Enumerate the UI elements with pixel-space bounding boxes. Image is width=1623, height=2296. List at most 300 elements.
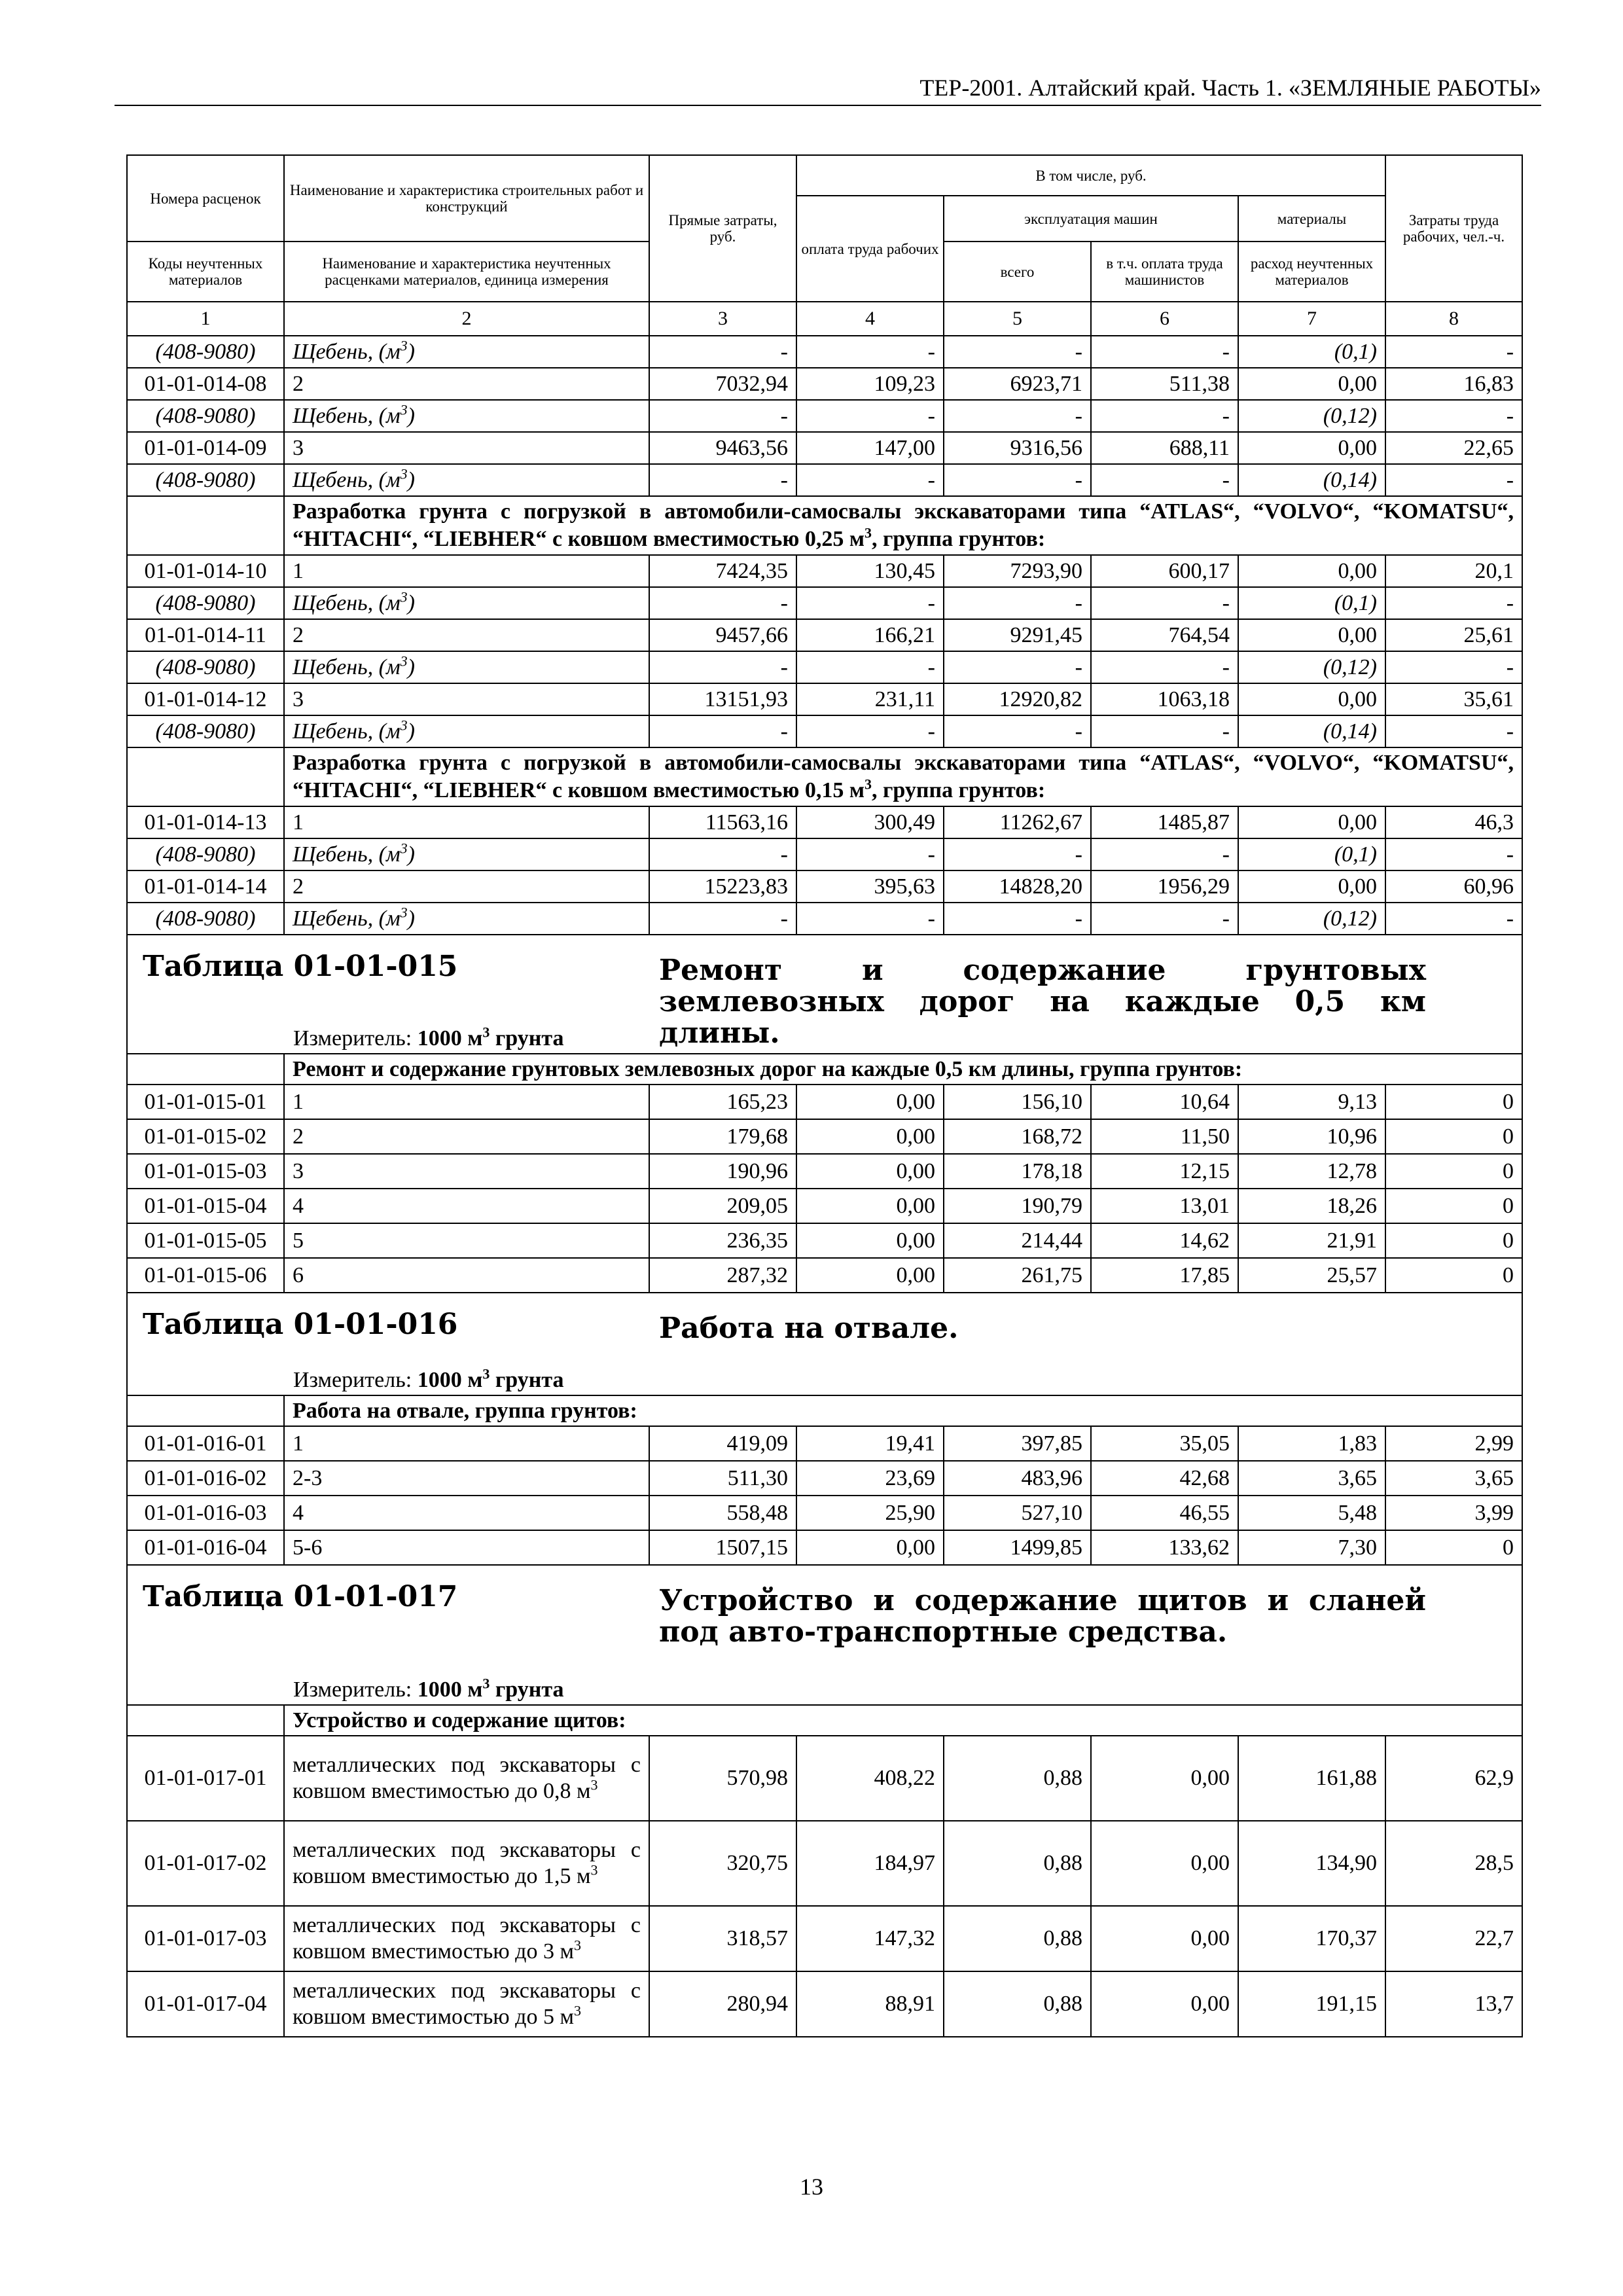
col-incl-header: В том числе, руб.	[796, 155, 1385, 196]
cell-c4: 25,90	[796, 1496, 944, 1530]
cell-c7: 0,00	[1238, 806, 1385, 838]
cell-c8: 0	[1385, 1154, 1522, 1189]
material-code: (408-9080)	[127, 838, 284, 870]
cell-c8: 0	[1385, 1189, 1522, 1223]
rate-name: 1	[284, 1085, 649, 1119]
cell-c5: 14828,20	[944, 870, 1091, 903]
cell-dash: -	[944, 587, 1091, 619]
cell-dash: -	[796, 838, 944, 870]
cell-c5: 190,79	[944, 1189, 1091, 1223]
cell-c3: 7424,35	[649, 555, 796, 587]
cell-c6: 0,00	[1091, 1906, 1238, 1971]
rate-code: 01-01-014-14	[127, 870, 284, 903]
cell-c7: 0,00	[1238, 368, 1385, 400]
cell-c7: 0,00	[1238, 870, 1385, 903]
cell-c3: 13151,93	[649, 683, 796, 715]
col-num: 2	[284, 302, 649, 336]
cell-dash: -	[1385, 400, 1522, 432]
page-header: ТЕР-2001. Алтайский край. Часть 1. «ЗЕМЛЯНЫЕ РАБОТЫ»	[115, 71, 1541, 106]
table-row	[127, 1530, 1522, 1565]
cell-c5: 483,96	[944, 1461, 1091, 1496]
rate-code: 01-01-014-09	[127, 432, 284, 464]
cell-c8: 3,99	[1385, 1496, 1522, 1530]
col-total-header: всего	[944, 242, 1091, 302]
col-codes-header: Коды неучтенных материалов	[127, 242, 284, 302]
rate-name: 4	[284, 1496, 649, 1530]
cell-c5: 12920,82	[944, 683, 1091, 715]
col-num: 4	[796, 302, 944, 336]
cell-c8: 46,3	[1385, 806, 1522, 838]
rate-name: металлических под экскаваторы с ковшом вместимостью до 1,5 $м^3$	[284, 1821, 649, 1906]
material-name: Щебень, $(м^3)$	[284, 838, 649, 870]
cell-dash: -	[1091, 903, 1238, 935]
cell-c5: 168,72	[944, 1119, 1091, 1154]
cell-dash: -	[1385, 838, 1522, 870]
cell-dash: -	[1385, 903, 1522, 935]
material-row	[127, 715, 1522, 747]
cell-dash: -	[649, 715, 796, 747]
cell-dash: -	[1091, 715, 1238, 747]
table-row	[127, 555, 1522, 587]
table-row	[127, 1258, 1522, 1293]
cell-c4: 23,69	[796, 1461, 944, 1496]
measure: Измеритель: 1000 $м^3$ грунта	[293, 1365, 564, 1392]
table-title-block	[127, 935, 1522, 1054]
cell-c6: 1956,29	[1091, 870, 1238, 903]
cell-dash: -	[1385, 587, 1522, 619]
cell-c8: 0	[1385, 1085, 1522, 1119]
cell-c4: 166,21	[796, 619, 944, 651]
cell-c3: 1507,15	[649, 1530, 796, 1565]
col-labor-cost-header: Затраты труда рабочих, чел.-ч.	[1385, 155, 1522, 302]
material-name: Щебень, $(м^3)$	[284, 464, 649, 496]
group-title: Устройство и содержание щитов:	[284, 1705, 1522, 1736]
cell-c8: 28,5	[1385, 1821, 1522, 1906]
table-row	[127, 619, 1522, 651]
cell-dash: -	[649, 336, 796, 368]
cell-dash: -	[796, 336, 944, 368]
rate-name: 1	[284, 555, 649, 587]
page-number: 13	[800, 2174, 823, 2200]
cell-c5: 0,88	[944, 1821, 1091, 1906]
material-row	[127, 903, 1522, 935]
cell-c7: 10,96	[1238, 1119, 1385, 1154]
material-code: (408-9080)	[127, 400, 284, 432]
material-code: (408-9080)	[127, 715, 284, 747]
cell-c4: 395,63	[796, 870, 944, 903]
cell-c5: 11262,67	[944, 806, 1091, 838]
cell-c5: 0,88	[944, 1971, 1091, 2037]
material-consumption: (0,12)	[1238, 651, 1385, 683]
col-name-mat-header: Наименование и характеристика неучтенных расценками материалов, единица измерения	[284, 242, 649, 302]
cell-c7: 0,00	[1238, 619, 1385, 651]
material-code: (408-9080)	[127, 336, 284, 368]
rate-name: 1	[284, 806, 649, 838]
cell-dash: -	[944, 400, 1091, 432]
cell-c5: 156,10	[944, 1085, 1091, 1119]
cell-c4: 0,00	[796, 1530, 944, 1565]
rate-code: 01-01-015-01	[127, 1085, 284, 1119]
col-num: 7	[1238, 302, 1385, 336]
cell-c3: 318,57	[649, 1906, 796, 1971]
table-description: Устройство и содержание щитов и сланей под авто-транспортные средства.	[659, 1584, 1426, 1649]
group-row	[127, 747, 1522, 806]
cell-c6: 688,11	[1091, 432, 1238, 464]
cell-c8: 22,65	[1385, 432, 1522, 464]
material-row	[127, 464, 1522, 496]
material-name: Щебень, $(м^3)$	[284, 903, 649, 935]
cell-c5: 527,10	[944, 1496, 1091, 1530]
cell-c3: 511,30	[649, 1461, 796, 1496]
table-row	[127, 683, 1522, 715]
rate-name: 4	[284, 1189, 649, 1223]
cell-c3: 9457,66	[649, 619, 796, 651]
cell-c6: 511,38	[1091, 368, 1238, 400]
material-consumption: (0,1)	[1238, 838, 1385, 870]
cell-c4: 147,00	[796, 432, 944, 464]
cell-c7: 0,00	[1238, 683, 1385, 715]
rate-name: 3	[284, 1154, 649, 1189]
cell-dash: -	[796, 651, 944, 683]
table-title-block	[127, 1293, 1522, 1395]
rate-name: металлических под экскаваторы с ковшом вместимостью до 5 $м^3$	[284, 1971, 649, 2037]
group-title: Разработка грунта с погрузкой в автомобили-самосвалы экскаваторами типа “ATLAS“, “VOLVO“, “KOMATSU“, “HITACHI“, “LIEBHER“ с ковшом вместимостью 0,25 $м^3$, группа грунтов:	[284, 496, 1522, 555]
table-row	[127, 1971, 1522, 2037]
rate-code: 01-01-015-05	[127, 1223, 284, 1258]
cell-dash: -	[944, 336, 1091, 368]
cell-c5: 9316,56	[944, 432, 1091, 464]
material-consumption: (0,1)	[1238, 587, 1385, 619]
cell-dash: -	[649, 400, 796, 432]
rate-code: 01-01-016-03	[127, 1496, 284, 1530]
cell-dash: -	[649, 903, 796, 935]
rate-code: 01-01-017-04	[127, 1971, 284, 2037]
col-name-header: Наименование и характеристика строительных работ и конструкций	[284, 155, 649, 242]
cell-c3: 570,98	[649, 1736, 796, 1821]
cell-c5: 261,75	[944, 1258, 1091, 1293]
rate-code: 01-01-017-02	[127, 1821, 284, 1906]
cell-c7: 12,78	[1238, 1154, 1385, 1189]
col-materials-header: материалы	[1238, 196, 1385, 242]
group-title: Разработка грунта с погрузкой в автомобили-самосвалы экскаваторами типа “ATLAS“, “VOLVO“, “KOMATSU“, “HITACHI“, “LIEBHER“ с ковшом вместимостью 0,15 $м^3$, группа грунтов:	[284, 747, 1522, 806]
table-title-block	[127, 1565, 1522, 1705]
cell-c4: 408,22	[796, 1736, 944, 1821]
cell-c6: 1063,18	[1091, 683, 1238, 715]
cell-dash: -	[1091, 587, 1238, 619]
cell-c8: 13,7	[1385, 1971, 1522, 2037]
cell-c8: 20,1	[1385, 555, 1522, 587]
cell-dash: -	[1091, 651, 1238, 683]
cell-c7: 134,90	[1238, 1821, 1385, 1906]
cell-c6: 13,01	[1091, 1189, 1238, 1223]
cell-c8: 62,9	[1385, 1736, 1522, 1821]
cell-c6: 1485,87	[1091, 806, 1238, 838]
cell-c3: 7032,94	[649, 368, 796, 400]
cell-dash: -	[649, 587, 796, 619]
group-title: Ремонт и содержание грунтовых землевозных дорог на каждые 0,5 км длины, группа грунтов:	[284, 1054, 1522, 1085]
cell-c5: 6923,71	[944, 368, 1091, 400]
cell-c7: 18,26	[1238, 1189, 1385, 1223]
cell-c6: 14,62	[1091, 1223, 1238, 1258]
table-description: Ремонт и содержание грунтовых землевозных дорог на каждые 0,5 км длины.	[659, 954, 1426, 1050]
cell-dash: -	[1091, 336, 1238, 368]
cell-dash: -	[944, 838, 1091, 870]
cell-c7: 25,57	[1238, 1258, 1385, 1293]
cell-c5: 7293,90	[944, 555, 1091, 587]
material-code: (408-9080)	[127, 587, 284, 619]
cell-c6: 0,00	[1091, 1971, 1238, 2037]
rate-code: 01-01-017-01	[127, 1736, 284, 1821]
cell-c4: 0,00	[796, 1085, 944, 1119]
table-row	[127, 432, 1522, 464]
cell-c5: 0,88	[944, 1906, 1091, 1971]
cell-c4: 300,49	[796, 806, 944, 838]
cell-c3: 320,75	[649, 1821, 796, 1906]
rate-name: металлических под экскаваторы с ковшом вместимостью до 0,8 $м^3$	[284, 1736, 649, 1821]
cell-dash: -	[796, 400, 944, 432]
cell-dash: -	[1091, 400, 1238, 432]
cell-c3: 209,05	[649, 1189, 796, 1223]
cell-c7: 161,88	[1238, 1736, 1385, 1821]
cell-c7: 191,15	[1238, 1971, 1385, 2037]
material-name: Щебень, $(м^3)$	[284, 651, 649, 683]
rate-name: 6	[284, 1258, 649, 1293]
cell-dash: -	[1385, 651, 1522, 683]
rate-code: 01-01-016-04	[127, 1530, 284, 1565]
cell-dash: -	[944, 715, 1091, 747]
material-code: (408-9080)	[127, 651, 284, 683]
cell-dash: -	[1091, 464, 1238, 496]
cell-c6: 17,85	[1091, 1258, 1238, 1293]
material-name: Щебень, $(м^3)$	[284, 587, 649, 619]
rate-name: 3	[284, 432, 649, 464]
cell-dash: -	[1385, 715, 1522, 747]
group-row	[127, 1054, 1522, 1085]
cell-c3: 179,68	[649, 1119, 796, 1154]
cell-c6: 0,00	[1091, 1821, 1238, 1906]
material-row	[127, 587, 1522, 619]
cell-c4: 231,11	[796, 683, 944, 715]
cell-c6: 133,62	[1091, 1530, 1238, 1565]
cell-c4: 0,00	[796, 1154, 944, 1189]
table-row	[127, 368, 1522, 400]
table-row	[127, 1085, 1522, 1119]
rate-name: 2-3	[284, 1461, 649, 1496]
col-num: 1	[127, 302, 284, 336]
cell-c7: 9,13	[1238, 1085, 1385, 1119]
material-consumption: (0,1)	[1238, 336, 1385, 368]
cell-c7: 7,30	[1238, 1530, 1385, 1565]
table-row	[127, 1189, 1522, 1223]
col-incl-oper-header: в т.ч. оплата труда машинистов	[1091, 242, 1238, 302]
cell-c5: 0,88	[944, 1736, 1091, 1821]
cell-c8: 35,61	[1385, 683, 1522, 715]
rate-code: 01-01-015-04	[127, 1189, 284, 1223]
group-row	[127, 496, 1522, 555]
cell-c5: 9291,45	[944, 619, 1091, 651]
rate-name: 2	[284, 368, 649, 400]
col-num: 8	[1385, 302, 1522, 336]
table-header	[127, 155, 1522, 336]
cell-dash: -	[1385, 336, 1522, 368]
cell-c3: 165,23	[649, 1085, 796, 1119]
col-num: 3	[649, 302, 796, 336]
table-row	[127, 806, 1522, 838]
cell-c8: 3,65	[1385, 1461, 1522, 1496]
cell-c4: 130,45	[796, 555, 944, 587]
cell-c3: 9463,56	[649, 432, 796, 464]
rate-code: 01-01-015-02	[127, 1119, 284, 1154]
cell-c3: 190,96	[649, 1154, 796, 1189]
table-row	[127, 1223, 1522, 1258]
cell-c6: 764,54	[1091, 619, 1238, 651]
rate-code: 01-01-016-02	[127, 1461, 284, 1496]
rate-code: 01-01-015-06	[127, 1258, 284, 1293]
cell-c8: 0	[1385, 1223, 1522, 1258]
cell-c6: 35,05	[1091, 1426, 1238, 1461]
cell-c6: 0,00	[1091, 1736, 1238, 1821]
rate-name: 2	[284, 619, 649, 651]
rate-name: металлических под экскаваторы с ковшом вместимостью до 3 $м^3$	[284, 1906, 649, 1971]
rate-code: 01-01-015-03	[127, 1154, 284, 1189]
rate-code: 01-01-016-01	[127, 1426, 284, 1461]
cell-c3: 11563,16	[649, 806, 796, 838]
rate-code: 01-01-017-03	[127, 1906, 284, 1971]
table-description: Работа на отвале.	[659, 1312, 959, 1345]
material-name: Щебень, $(м^3)$	[284, 715, 649, 747]
cell-c3: 287,32	[649, 1258, 796, 1293]
rate-name: 5	[284, 1223, 649, 1258]
cell-c8: 0	[1385, 1119, 1522, 1154]
material-name: Щебень, $(м^3)$	[284, 336, 649, 368]
cell-c8: 16,83	[1385, 368, 1522, 400]
measure: Измеритель: 1000 $м^3$ грунта	[293, 1024, 564, 1050]
cell-c4: 184,97	[796, 1821, 944, 1906]
col-labor-header: оплата труда рабочих	[796, 196, 944, 302]
cell-c6: 11,50	[1091, 1119, 1238, 1154]
cell-c5: 1499,85	[944, 1530, 1091, 1565]
col-rates-header: Номера расценок	[127, 155, 284, 242]
table-row	[127, 1736, 1522, 1821]
rate-code: 01-01-014-10	[127, 555, 284, 587]
cell-c7: 3,65	[1238, 1461, 1385, 1496]
cell-dash: -	[1385, 464, 1522, 496]
cell-c7: 1,83	[1238, 1426, 1385, 1461]
rate-name: 2	[284, 870, 649, 903]
table-row	[127, 1461, 1522, 1496]
cell-c6: 12,15	[1091, 1154, 1238, 1189]
material-row	[127, 336, 1522, 368]
cell-dash: -	[944, 903, 1091, 935]
col-machines-header: эксплуатация машин	[944, 196, 1238, 242]
cell-c3: 419,09	[649, 1426, 796, 1461]
cell-dash: -	[796, 903, 944, 935]
table-row	[127, 1906, 1522, 1971]
cell-c3: 280,94	[649, 1971, 796, 2037]
cell-c8: 2,99	[1385, 1426, 1522, 1461]
col-num: 6	[1091, 302, 1238, 336]
col-mat-cons-header: расход неучтенных материалов	[1238, 242, 1385, 302]
rate-name: 3	[284, 683, 649, 715]
table-row	[127, 1821, 1522, 1906]
cell-dash: -	[649, 651, 796, 683]
table-row	[127, 1426, 1522, 1461]
cell-c6: 46,55	[1091, 1496, 1238, 1530]
cell-c5: 397,85	[944, 1426, 1091, 1461]
table-row	[127, 1496, 1522, 1530]
material-row	[127, 838, 1522, 870]
material-consumption: (0,14)	[1238, 715, 1385, 747]
measure: Измеритель: 1000 $м^3$ грунта	[293, 1675, 564, 1702]
cell-dash: -	[796, 715, 944, 747]
col-num: 5	[944, 302, 1091, 336]
rate-name: 2	[284, 1119, 649, 1154]
cell-dash: -	[796, 464, 944, 496]
cell-c7: 5,48	[1238, 1496, 1385, 1530]
group-row	[127, 1395, 1522, 1426]
rate-code: 01-01-014-11	[127, 619, 284, 651]
material-consumption: (0,12)	[1238, 903, 1385, 935]
cell-dash: -	[649, 838, 796, 870]
cell-dash: -	[944, 651, 1091, 683]
cell-c6: 42,68	[1091, 1461, 1238, 1496]
rate-code: 01-01-014-08	[127, 368, 284, 400]
material-code: (408-9080)	[127, 464, 284, 496]
cell-c8: 0	[1385, 1530, 1522, 1565]
rate-name: 5-6	[284, 1530, 649, 1565]
cell-c7: 0,00	[1238, 432, 1385, 464]
cell-c3: 15223,83	[649, 870, 796, 903]
cell-c7: 170,37	[1238, 1906, 1385, 1971]
rate-code: 01-01-014-12	[127, 683, 284, 715]
rate-name: 1	[284, 1426, 649, 1461]
cell-c4: 0,00	[796, 1258, 944, 1293]
cell-c8: 25,61	[1385, 619, 1522, 651]
table-number: Таблица 01-01-015	[143, 950, 458, 983]
rate-code: 01-01-014-13	[127, 806, 284, 838]
table-number: Таблица 01-01-017	[143, 1580, 458, 1613]
rates-table	[126, 154, 1523, 2037]
cell-c7: 0,00	[1238, 555, 1385, 587]
cell-c4: 0,00	[796, 1223, 944, 1258]
material-code: (408-9080)	[127, 903, 284, 935]
cell-c3: 558,48	[649, 1496, 796, 1530]
cell-dash: -	[649, 464, 796, 496]
cell-dash: -	[944, 464, 1091, 496]
group-title: Работа на отвале, группа грунтов:	[284, 1395, 1522, 1426]
cell-c7: 21,91	[1238, 1223, 1385, 1258]
material-consumption: (0,14)	[1238, 464, 1385, 496]
material-row	[127, 651, 1522, 683]
table-row	[127, 1154, 1522, 1189]
material-consumption: (0,12)	[1238, 400, 1385, 432]
cell-c4: 0,00	[796, 1189, 944, 1223]
cell-c4: 88,91	[796, 1971, 944, 2037]
cell-c3: 236,35	[649, 1223, 796, 1258]
cell-c6: 600,17	[1091, 555, 1238, 587]
cell-c8: 22,7	[1385, 1906, 1522, 1971]
cell-c4: 109,23	[796, 368, 944, 400]
material-row	[127, 400, 1522, 432]
cell-c4: 0,00	[796, 1119, 944, 1154]
table-row	[127, 1119, 1522, 1154]
cell-c4: 19,41	[796, 1426, 944, 1461]
col-direct-header: Прямые затраты, руб.	[649, 155, 796, 302]
cell-c6: 10,64	[1091, 1085, 1238, 1119]
cell-dash: -	[1091, 838, 1238, 870]
cell-c5: 178,18	[944, 1154, 1091, 1189]
cell-c8: 0	[1385, 1258, 1522, 1293]
